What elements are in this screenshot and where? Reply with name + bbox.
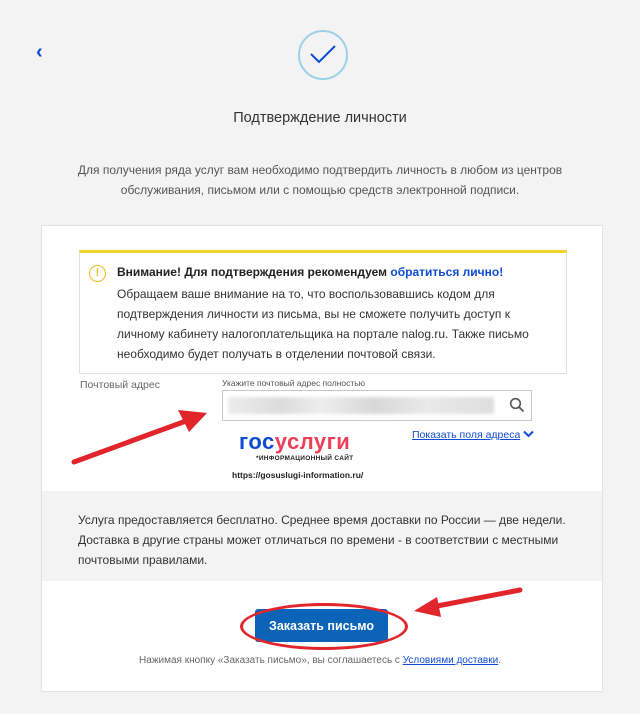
delivery-info-text: Услуга предоставляется бесплатно. Среднее время доставки по России — две недели. Доставка в другие страны может отличаться по времени - в соответствии с местными почтовыми правилами. bbox=[78, 513, 566, 567]
show-address-fields-link[interactable] bbox=[412, 429, 534, 441]
agreement-text bbox=[0, 655, 640, 666]
address-label: Почтовый адрес bbox=[80, 379, 160, 391]
agreement-suffix: . bbox=[498, 655, 501, 666]
chevron-down-icon bbox=[523, 429, 534, 441]
intro-text: Для получения ряда услуг вам необходимо подтвердить личность в любом из центров обслуживания, письмом или с помощью средств электронной подписи. bbox=[77, 163, 563, 197]
chevron-left-icon: ‹ bbox=[36, 41, 43, 63]
address-value-blurred bbox=[228, 397, 494, 414]
address-hint: Укажите почтовый адрес полностью bbox=[222, 378, 366, 388]
delivery-terms-link[interactable]: Условиями доставки bbox=[402, 655, 499, 666]
watermark-url: https://gosuslugi-information.ru/ bbox=[232, 470, 364, 480]
show-address-fields-label: Показать поля адреса bbox=[412, 429, 521, 441]
page-title: Подтверждение личности bbox=[233, 110, 407, 126]
logo-part-uslugi: услуги bbox=[274, 429, 351, 454]
warning-body: Обращаем ваше внимание на то, что воспользовавшись кодом для подтверждения личности из письма, вы не сможете получить доступ к личному кабинету налогоплательщика на портале nalog.ru. Также письмо необходимо будет получать в отделении почтовой связи. bbox=[117, 287, 529, 361]
visit-in-person-link[interactable]: обратиться лично! bbox=[390, 265, 504, 279]
gosuslugi-logo bbox=[239, 431, 350, 453]
warning-icon: ! bbox=[89, 265, 106, 282]
back-button[interactable] bbox=[36, 40, 56, 64]
logo-subtitle: *ИНФОРМАЦИОННЫЙ САЙТ bbox=[256, 455, 354, 462]
search-icon[interactable] bbox=[509, 397, 525, 413]
order-letter-button[interactable]: Заказать письмо bbox=[255, 609, 388, 642]
warning-heading-text: Внимание! Для подтверждения рекомендуем bbox=[117, 265, 391, 279]
logo-part-gos: гос bbox=[239, 429, 275, 454]
agreement-prefix: Нажимая кнопку «Заказать письмо», вы соглашаетесь с bbox=[139, 655, 403, 666]
warning-heading bbox=[117, 265, 503, 279]
checkmark-icon bbox=[298, 30, 348, 80]
